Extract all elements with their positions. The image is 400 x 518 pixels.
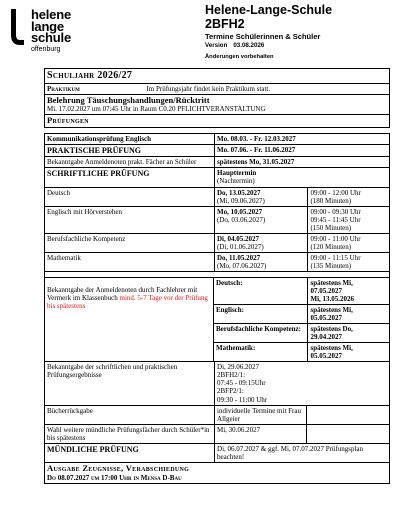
ergebnisse-line: 2BFH2/1: <box>217 371 246 380</box>
schedule-table <box>44 68 390 484</box>
exam-date: Do, 11.05.2027 <box>217 253 261 262</box>
logo-mark-icon <box>10 9 26 47</box>
deadline-line: Mi, 13.05.2026 <box>310 295 355 304</box>
deadline-row <box>214 304 389 323</box>
deadline-line: spätestens Do, <box>310 325 353 334</box>
fachlehrer-text <box>45 278 213 361</box>
logo-line: schule <box>31 30 71 45</box>
ergebnisse-row <box>45 361 389 404</box>
exam-nachtermin: (Do, 03.06.2027) <box>217 215 266 224</box>
deadline-date <box>307 278 389 304</box>
ergebnisse-line: 09:30 - 11:00 Uhr <box>217 395 268 404</box>
changes-note: Änderungen vorbehalten <box>205 54 274 60</box>
ergebnisse-label: Bekanntgabe der schriftlichen und praktischen Prüfungsergebnisse <box>47 363 178 380</box>
komm-label: Kommunikationsprüfung Englisch <box>47 135 152 144</box>
deadline-subject: Mathematik: <box>216 344 256 353</box>
exam-dates <box>214 253 307 271</box>
nachtermin-label: (Nachtermin) <box>217 177 255 186</box>
exams-block <box>44 133 390 484</box>
exam-duration: (135 Minuten) <box>310 261 352 270</box>
deadline-line: 05.05.2027 <box>310 352 342 361</box>
exam-times <box>307 253 389 271</box>
deadline-date <box>307 324 389 342</box>
logo-wordmark <box>31 9 71 44</box>
exam-subject: Berufsfachliche Kompetenz <box>47 234 126 243</box>
exam-times <box>307 188 389 206</box>
ausgabe-row <box>45 462 389 483</box>
version-line <box>205 42 395 50</box>
pruefungen-title: Prüfungen <box>47 115 89 126</box>
exam-dates <box>214 188 307 206</box>
muendlich-label: MÜNDLICHE PRÜFUNG <box>47 444 139 454</box>
belehrung-title: Belehrung Täuschungshandlungen/Rücktritt <box>47 94 210 105</box>
exam-row <box>45 206 389 233</box>
logo-line: lange <box>31 18 64 34</box>
document-header <box>205 3 395 61</box>
deadline-line: spätestens Mi, <box>310 278 353 287</box>
fachlehrer-row <box>45 277 389 361</box>
exam-subject: Mathematik <box>47 253 81 262</box>
deadline-date <box>307 343 389 361</box>
version-date: 03.08.2026 <box>233 42 265 49</box>
exam-subject: Deutsch <box>47 188 70 197</box>
exam-time: 09:00 - 09:30 Uhr <box>310 207 361 216</box>
ergebnisse-line: 2BFP2/1: <box>217 387 244 396</box>
praktikum-label: Praktikum <box>47 84 80 93</box>
deadline-line: 29.04.2027 <box>310 333 342 342</box>
version-label: Version <box>205 42 228 49</box>
praktische-label: PRAKTISCHE PRÜFUNG <box>47 146 142 156</box>
school-logo <box>10 9 92 55</box>
exam-row <box>45 187 389 206</box>
exam-times <box>307 234 389 252</box>
ausgabe-title: Ausgabe Zeugnisse, Verabschiedung <box>47 462 190 473</box>
exam-time: 09:00 - 11:15 Uhr <box>310 253 361 262</box>
exam-time: 09:00 - 12:00 Uhr <box>310 188 361 197</box>
exam-row <box>45 233 389 252</box>
deadline-line: 05.05.2027 <box>310 314 342 323</box>
exam-date: Mo, 10.05.2027 <box>217 207 263 216</box>
empty-cell <box>307 362 389 404</box>
school-name: Helene-Lange-Schule <box>205 3 333 17</box>
exam-duration: (150 Minuten) <box>310 223 352 232</box>
exam-duration: (180 Minuten) <box>310 196 352 205</box>
exam-nachtermin: (Di, 01.06.2027) <box>217 242 264 251</box>
deadline-line: spätestens Mi, <box>310 306 353 315</box>
schriftliche-label: SCHRIFTLICHE PRÜFUNG <box>47 169 150 179</box>
praktikum-text: Im Prüfungsjahr findet kein Praktikum statt. <box>146 84 271 93</box>
exam-time-2: 09:45 - 11:45 Uhr <box>310 215 361 224</box>
year-title: Schuljahr 2026/27 <box>47 70 133 81</box>
muendlich-text: Di, 06.07.2027 & ggf. Mi, 07.07.2027 Prüfungsplan beachten! <box>214 444 389 462</box>
exam-dates <box>214 207 307 233</box>
ausgabe-cell <box>45 463 389 483</box>
logo-city: offenburg <box>31 46 61 53</box>
deadline-subject: Berufsfachliche Kompetenz: <box>216 325 301 334</box>
fachlehrer-text-deadline: mind. 5-7 Tage vor der Prüfung <box>119 293 208 302</box>
buecher-label: Bücherrückgabe <box>47 406 93 415</box>
deadline-row <box>214 342 389 361</box>
haupttermin-label: Haupttermin <box>217 169 257 178</box>
buecher-text: individuelle Termine mit Frau Allgeier <box>214 406 307 424</box>
haupttermin-cell <box>214 168 389 186</box>
exam-dates <box>214 234 307 252</box>
exam-times <box>307 207 389 233</box>
year-block <box>44 68 390 128</box>
wahl-row <box>45 424 389 443</box>
wahl-label: Wahl weitere mündliche Prüfungsfächer durch Schüler*in bis spätestens <box>47 425 210 442</box>
praktische-date: Mo. 07.06. - Fr. 11.06.2027 <box>214 145 389 156</box>
exam-duration: (120 Minuten) <box>310 242 352 251</box>
fachlehrer-text-main: Bekanntgabe der Anmeldenoten durch Fachlehrer mit Vermerk im Klassenbuch <box>47 285 198 302</box>
class-name: 2BFH2 <box>205 17 245 31</box>
exam-nachtermin: (Mi, 09.06.2027) <box>217 196 265 205</box>
anmeldenoten-date: spätestens Mo, 31.05.2027 <box>214 157 389 167</box>
ergebnisse-dates <box>214 362 307 404</box>
document-subtitle: Termine Schülerinnen & Schüler <box>205 32 321 41</box>
empty-cell <box>307 406 389 424</box>
fachlehrer-text-deadline-2: bis spätestens <box>47 302 86 311</box>
deadline-line: 07.05.2027 <box>310 286 342 295</box>
muendlich-row <box>45 443 389 462</box>
exam-row <box>45 252 389 271</box>
exam-date: Do, 13.05.2027 <box>217 188 261 197</box>
wahl-date: Mi, 30.06.2027 <box>214 425 307 443</box>
exam-nachtermin: (Mo, 07.06.2027) <box>217 261 267 270</box>
exam-date: Di, 04.05.2027 <box>217 234 259 243</box>
anmeldenoten-label: Bekanntgabe Anmeldenoten prakt. Fächer an Schüler <box>47 158 197 167</box>
logo-line: helene <box>31 7 71 22</box>
ergebnisse-line: Di, 29.06.2027 <box>217 363 260 372</box>
deadline-subject: Englisch: <box>216 306 245 315</box>
buecher-row <box>45 405 389 424</box>
ausgabe-text: Do 08.07.2027 um 17:00 Uhr in Mensa D-Bau <box>47 473 182 482</box>
komm-date: Mo. 08.03. - Fr. 12.03.2027 <box>214 134 389 144</box>
exam-time: 09:00 - 11:00 Uhr <box>310 234 361 243</box>
deadline-line: spätestens Mi, <box>310 344 353 353</box>
ergebnisse-line: 07:45 - 09:15Uhr <box>217 379 266 388</box>
empty-cell <box>307 425 389 443</box>
deadline-subject: Deutsch: <box>216 278 243 287</box>
deadline-row <box>214 323 389 342</box>
belehrung-text: Mi. 17.02.2027 um 07:45 Uhr in Raum C0.20 PFLICHTVERANSTALTUNG <box>47 105 266 114</box>
deadline-row <box>214 278 389 304</box>
belehrung-cell <box>45 95 389 115</box>
exam-subject: Englisch mit Hörverstehen <box>47 207 123 216</box>
deadline-date <box>307 305 389 323</box>
fachlehrer-deadlines <box>213 278 389 361</box>
